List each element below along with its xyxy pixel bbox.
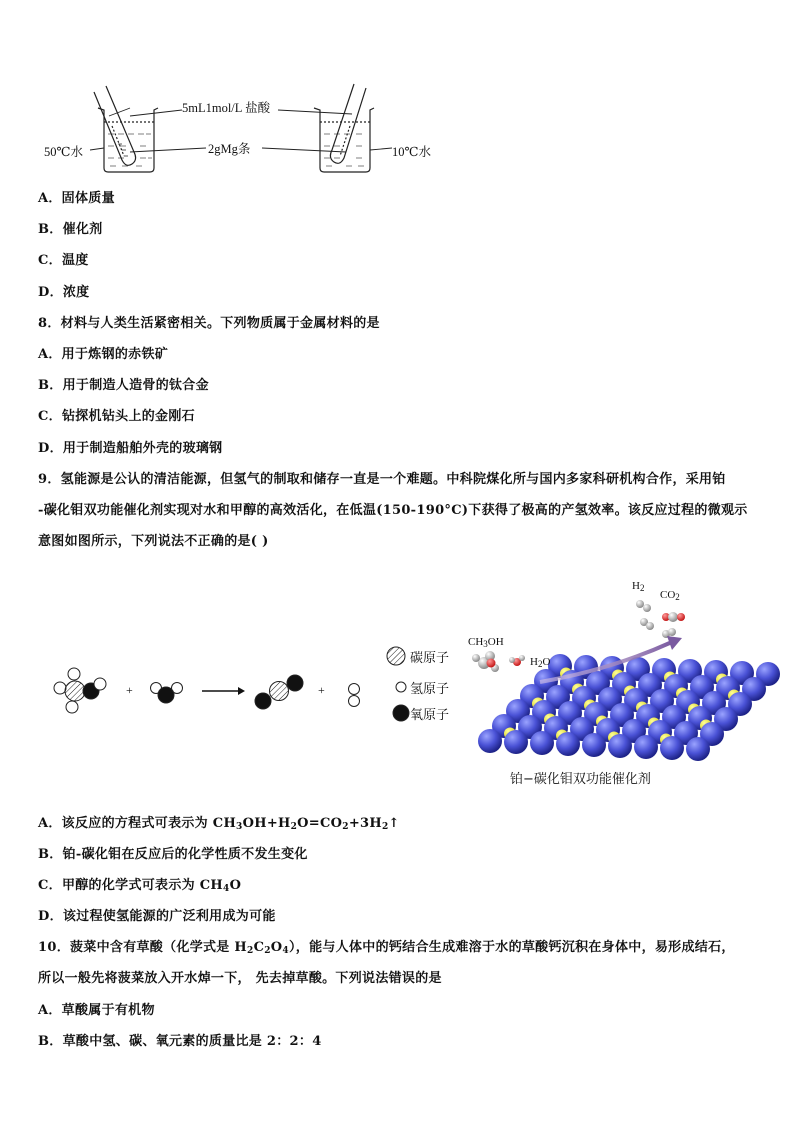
- q10-option-b: B．草酸中氢、碳、氧元素的质量比是 2：2：4: [38, 1034, 322, 1049]
- q8-option-d: D．用于制造船舶外壳的玻璃钢: [38, 441, 223, 456]
- q7-option-d: D．浓度: [38, 285, 90, 300]
- q10-stem-line2: 所以一般先将菠菜放入开水焯一下， 先去掉草酸。下列说法错误的是: [38, 971, 442, 986]
- left-water: [108, 134, 152, 166]
- legend-hydrogen-label: 氢原子: [410, 682, 450, 697]
- q9-option-a: A．该反应的方程式可表示为 $CH_3OH+H_2O=CO_2+3H_2↑$: [38, 816, 400, 832]
- h2o-label: $H_2O$: [530, 656, 551, 669]
- mg-label: 2gMg条: [208, 142, 251, 156]
- lattice-atom: [504, 730, 528, 754]
- legend-oxygen-label: 氧原子: [410, 708, 450, 723]
- q8-stem: 8．材料与人类生活紧密相关。下列物质属于金属材料的是: [38, 316, 380, 331]
- lattice-atom: [478, 729, 502, 753]
- methanol-3d: [472, 651, 499, 672]
- lattice-atom: [608, 734, 632, 758]
- q9-option-b: B．铂-碳化钼在反应后的化学性质不发生变化: [38, 847, 308, 862]
- q8-option-a: A．用于炼钢的赤铁矿: [38, 347, 169, 362]
- q8-option-b: B．用于制造人造骨的钛合金: [38, 378, 209, 393]
- methanol-molecule: [54, 668, 106, 713]
- q9-option-d: D．该过程使氢能源的广泛利用成为可能: [38, 909, 276, 924]
- lattice-atom: [634, 735, 658, 759]
- legend-carbon-label: 碳原子: [410, 651, 450, 666]
- q9-stem-line2: -碳化钼双功能催化剂实现对水和甲醇的高效活化，在低温(150-190°C)下获得了极高的产氢效率。该反应过程的微观示: [38, 503, 748, 518]
- h2-label: $H_2$: [632, 580, 645, 593]
- co2-label: $CO_2$: [660, 589, 680, 602]
- right-beaker: [314, 108, 374, 172]
- lattice-atom: [530, 731, 554, 755]
- plus-sign-1: +: [126, 683, 133, 697]
- q9-stem-line3: 意图如图所示，下列说法不正确的是( ): [38, 534, 269, 549]
- lattice-atom: [660, 736, 684, 760]
- lattice-atom: [582, 733, 606, 757]
- water-3d: [509, 655, 525, 666]
- co2-molecule: [255, 675, 303, 709]
- beaker-diagram: [0, 0, 794, 200]
- q7-option-a: A．固体质量: [38, 191, 115, 206]
- co2-3d: [662, 612, 685, 622]
- left-beaker: [98, 108, 158, 172]
- q10-option-a: A．草酸属于有机物: [38, 1003, 155, 1018]
- left-test-tube: [94, 86, 136, 165]
- right-water: [324, 134, 364, 166]
- water-molecule: [151, 683, 183, 704]
- q7-option-c: C．温度: [38, 253, 89, 268]
- hydrogen-molecule: [349, 684, 360, 707]
- hcl-label: 5mL1mol/L 盐酸: [182, 101, 271, 115]
- left-water-label: 50℃水: [44, 145, 83, 159]
- q10-stem-line1: 10．菠菜中含有草酸（化学式是 $H_2C_2O_4$），能与人体中的钙结合生成难溶于水的草酸钙沉积在身体中，易形成结石，: [38, 940, 735, 956]
- lattice-atom: [686, 737, 710, 761]
- q8-option-c: C．钻探机钻头上的金刚石: [38, 409, 195, 424]
- q7-option-b: B．催化剂: [38, 222, 103, 237]
- q9-stem-line1: 9．氢能源是公认的清洁能源，但氢气的制取和储存一直是一个难题。中科院煤化所与国内多家科研机构合作，采用铂: [38, 472, 726, 487]
- ch3oh-label: $CH_3OH$: [468, 636, 504, 649]
- legend-symbols: [387, 647, 409, 721]
- lattice-atom: [556, 732, 580, 756]
- plus-sign-2: +: [318, 683, 325, 697]
- catalyst-lattice: [478, 654, 780, 761]
- right-water-label: 10℃水: [392, 145, 431, 159]
- q9-option-c: C．甲醇的化学式可表示为 $CH_4O$: [38, 878, 242, 894]
- reaction-arrow: [202, 687, 245, 695]
- catalyst-caption: 铂−碳化钼双功能催化剂: [510, 772, 651, 787]
